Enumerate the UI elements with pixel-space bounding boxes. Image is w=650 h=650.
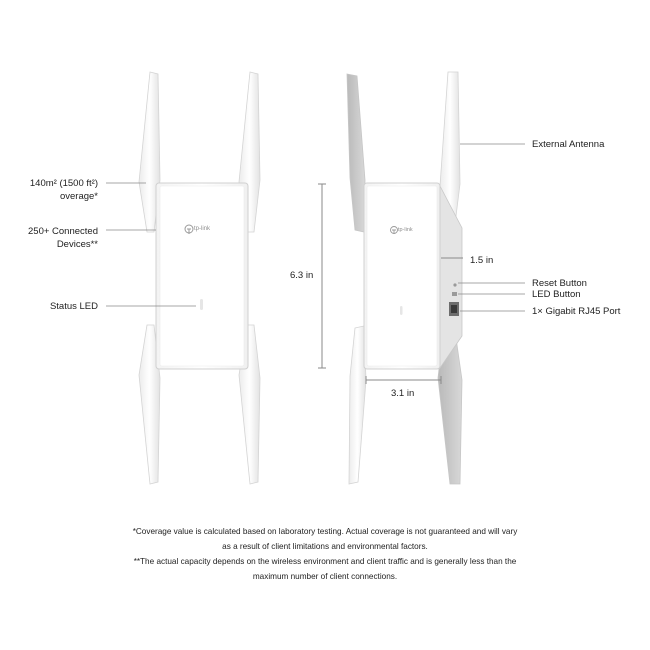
- coverage-label-line2: overage*: [59, 191, 98, 202]
- footnote-line-4: maximum number of client connections.: [252, 572, 398, 581]
- devices-label-line1: 250+ Connected: [28, 226, 98, 237]
- side-body: [364, 183, 462, 369]
- width-label: 3.1 in: [391, 388, 415, 399]
- status-led-label: Status LED: [49, 301, 98, 312]
- coverage-label: [10, 177, 98, 203]
- reset-button-label: Reset Button: [532, 278, 587, 289]
- rj45-port: [449, 302, 459, 316]
- footnote-line-3: **The actual capacity depends on the wireless environment and client traffic and is generally less than the: [133, 557, 517, 566]
- side-logo-text: tp-link: [398, 227, 413, 233]
- footnote-line-2: as a result of client limitations and environmental factors.: [222, 542, 428, 551]
- footnote-coverage: [60, 524, 590, 584]
- rj45-port-label: 1× Gigabit RJ45 Port: [532, 306, 621, 317]
- led-button-label: LED Button: [532, 289, 581, 300]
- devices-label-line2: Devices**: [56, 239, 98, 250]
- side-antenna-bottom-left: [349, 326, 366, 484]
- status-led: [200, 299, 203, 310]
- side-led: [400, 306, 403, 315]
- width-dimension-bracket: [366, 376, 441, 384]
- coverage-label-line1: 140m² (1500 ft²): [29, 178, 98, 189]
- front-logo-text: tp-link: [194, 226, 211, 232]
- front-body: [156, 183, 248, 369]
- height-dimension-bracket: [318, 184, 326, 368]
- depth-label: 1.5 in: [470, 255, 494, 266]
- antenna-label: External Antenna: [532, 139, 605, 150]
- devices-label: [10, 225, 98, 251]
- reset-button-port: [453, 283, 456, 286]
- height-label: 6.3 in: [290, 270, 314, 281]
- led-button-port: [452, 292, 457, 296]
- footnote-line-1: *Coverage value is calculated based on laboratory testing. Actual coverage is not guaranteed and will vary: [132, 527, 518, 536]
- side-antenna-top-left: [347, 74, 365, 232]
